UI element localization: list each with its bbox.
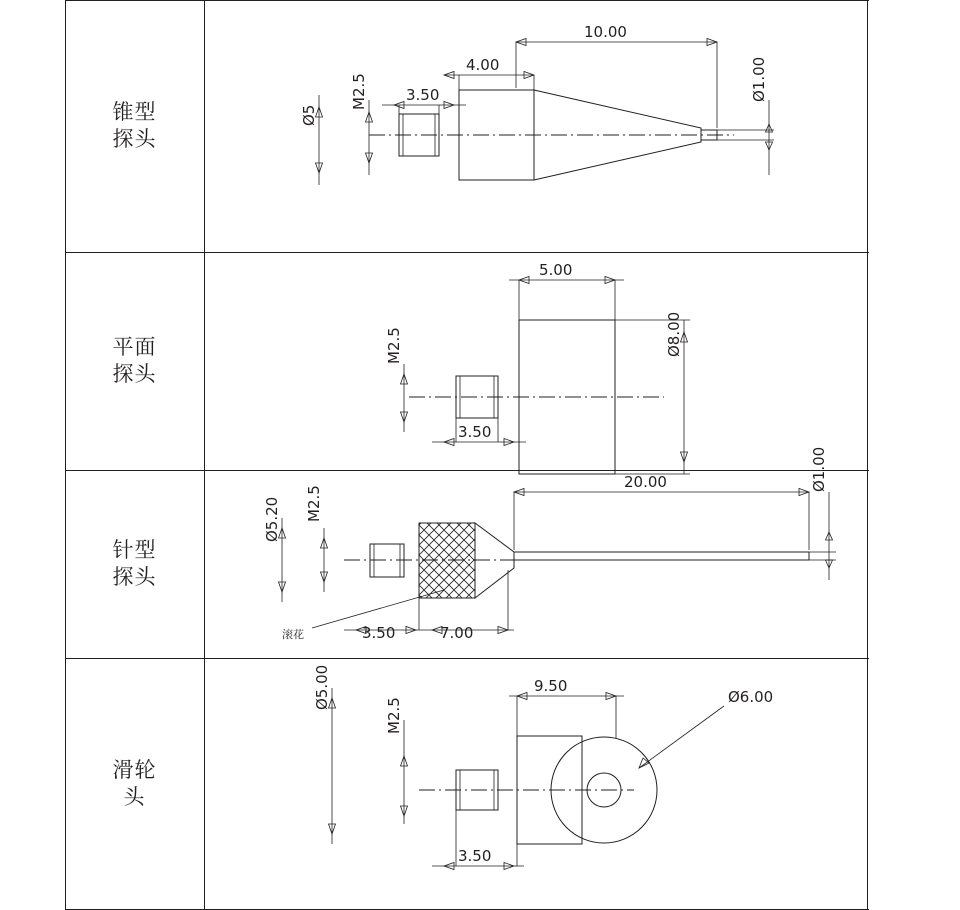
drawing-needle <box>204 446 868 658</box>
dim-thread: M2.5 <box>385 697 403 734</box>
dim-shank-dia: Ø5.20 <box>263 496 281 542</box>
row-label-line: 头 <box>123 785 146 809</box>
dim-wheel-dia: Ø6.00 <box>728 688 774 706</box>
row-label-line: 平面 <box>112 335 157 360</box>
row-label-roller <box>66 658 203 910</box>
dim-tip-dia: Ø1.00 <box>750 56 768 102</box>
dim-needle-length: 20.00 <box>624 473 667 491</box>
dim-overall-cone: 10.00 <box>584 23 627 41</box>
row-label-conical <box>66 0 203 252</box>
drawing-roller <box>204 658 868 910</box>
dim-thread-length: 3.50 <box>362 624 396 642</box>
dim-thread-length: 3.50 <box>458 847 492 865</box>
dim-body-length: 4.00 <box>466 56 500 74</box>
row-label-line: 探头 <box>112 565 157 589</box>
dim-length: 9.50 <box>534 677 568 695</box>
dim-face-length: 5.00 <box>539 261 573 279</box>
row-label-line: 滑轮 <box>112 758 157 783</box>
dim-body-dia: Ø5.00 <box>313 664 331 710</box>
dim-needle-dia: Ø1.00 <box>810 446 828 492</box>
row-label-line: 探头 <box>112 127 157 151</box>
dim-thread-length: 3.50 <box>458 423 492 441</box>
dim-shank-dia: Ø5 <box>300 104 318 126</box>
drawing-flat <box>204 252 868 470</box>
dim-face-dia: Ø8.00 <box>665 311 683 357</box>
row-label-line: 针型 <box>112 538 157 563</box>
drawing-conical <box>204 0 868 252</box>
dim-thread: M2.5 <box>350 73 368 110</box>
row-label-line: 探头 <box>112 362 157 386</box>
note-knurl: 滚花 <box>282 628 304 641</box>
row-label-line: 锥型 <box>112 100 157 125</box>
dim-thread: M2.5 <box>385 327 403 364</box>
dim-thread-length: 3.50 <box>406 86 440 104</box>
dim-knurl-length: 7.00 <box>440 624 474 642</box>
row-label-needle <box>66 470 203 658</box>
dim-thread: M2.5 <box>305 485 323 522</box>
row-label-flat <box>66 252 203 470</box>
